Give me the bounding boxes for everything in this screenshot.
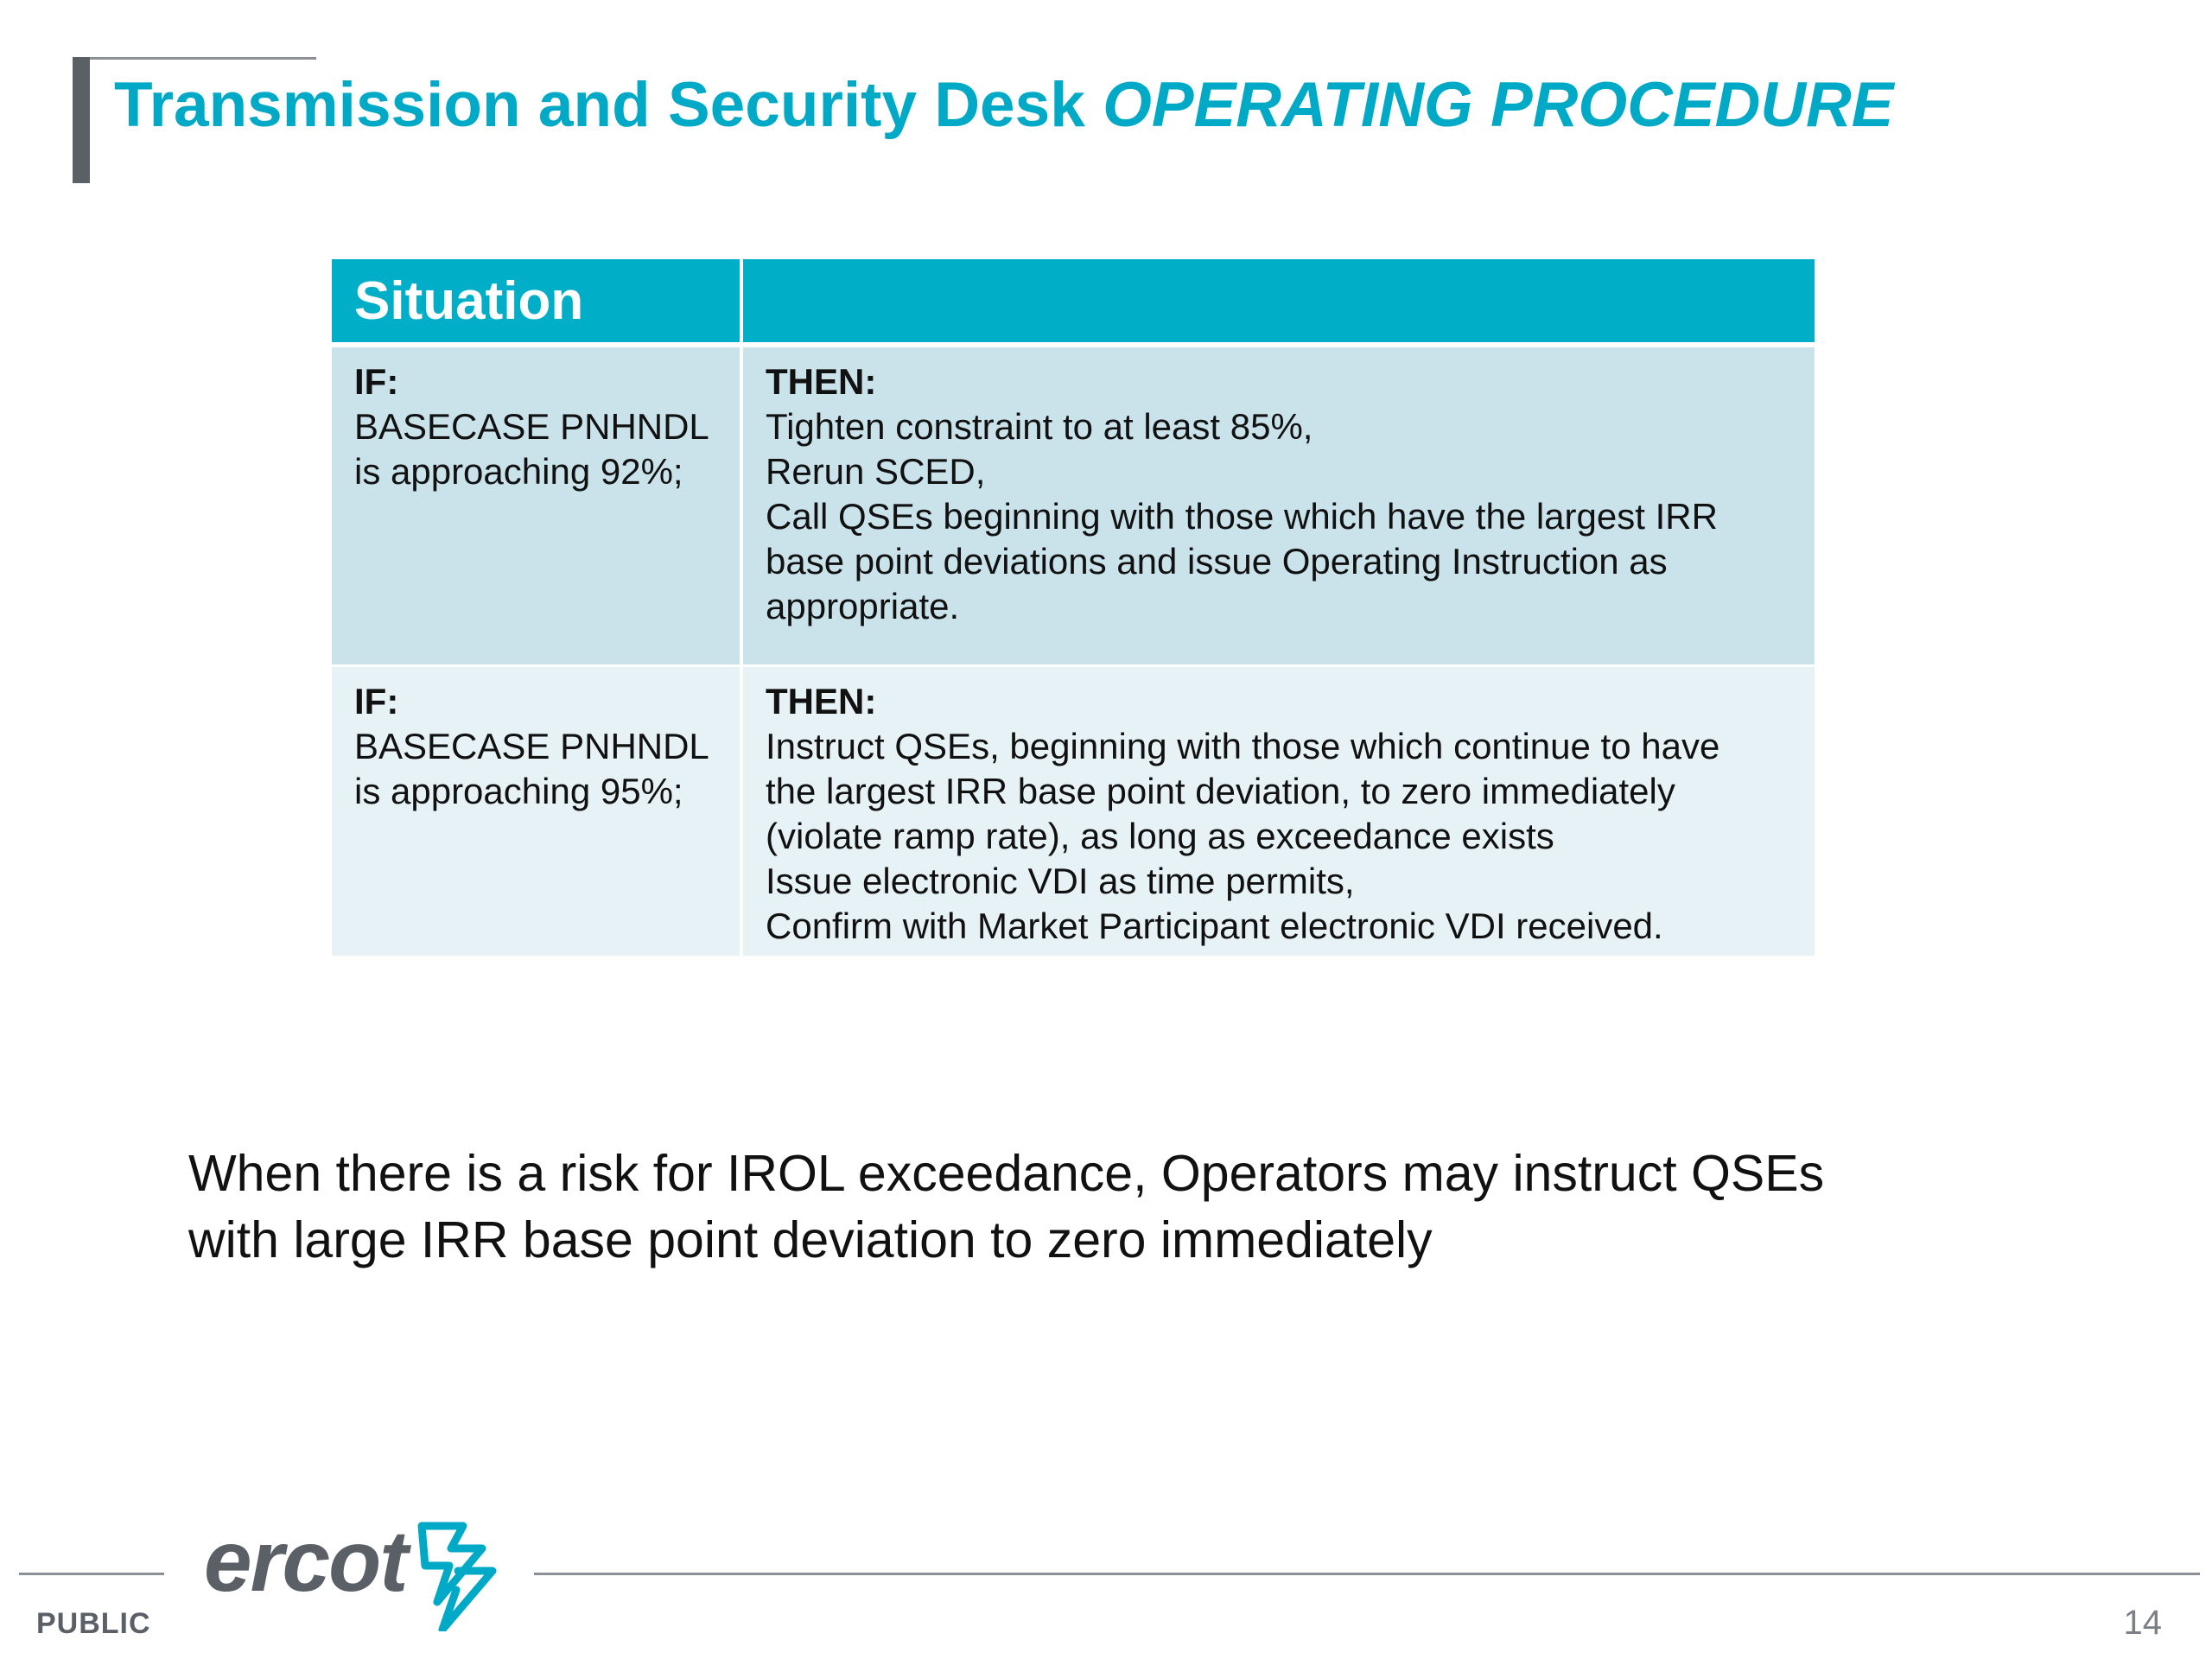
action-line: Instruct QSEs, beginning with those which continue to have <box>766 726 1720 766</box>
page-title <box>114 71 1893 140</box>
action-line: Rerun SCED, <box>766 451 986 492</box>
action-line: Tighten constraint to at least 85%, <box>766 406 1313 447</box>
footer-divider-left <box>19 1573 164 1575</box>
footer-divider-right <box>534 1573 2200 1575</box>
action-line: (violate ramp rate), as long as exceedance exists <box>766 816 1554 856</box>
action-label: THEN: <box>766 361 877 402</box>
action-line: Call QSEs beginning with those which have the largest IRR <box>766 496 1718 537</box>
condition-line: is approaching 92%; <box>354 451 683 492</box>
action-line: Confirm with Market Participant electronic VDI received. <box>766 906 1663 946</box>
condition-line: is approaching 95%; <box>354 771 683 811</box>
ercot-logo <box>204 1514 498 1635</box>
logo-wordmark: ercot <box>204 1513 407 1610</box>
procedure-table <box>332 259 1815 956</box>
table-header-row <box>332 259 1815 347</box>
action-line: Issue electronic VDI as time permits, <box>766 861 1355 901</box>
title-regular: Transmission and Security Desk <box>114 70 1085 140</box>
condition-line: BASECASE PNHNDL <box>354 406 709 447</box>
condition-label: IF: <box>354 681 399 721</box>
title-accent-bar <box>73 57 90 183</box>
action-line: appropriate. <box>766 586 960 626</box>
action-label: THEN: <box>766 681 877 721</box>
condition-cell <box>332 667 740 956</box>
action-cell <box>740 347 1815 667</box>
condition-label: IF: <box>354 361 399 402</box>
title-accent-line <box>73 57 316 60</box>
note-line: When there is a risk for IROL exceedance, Operators may instruct QSEs <box>188 1145 1825 1202</box>
note-line: with large IRR base point deviation to zero immediately <box>188 1211 1433 1268</box>
action-line: the largest IRR base point deviation, to zero immediately <box>766 771 1675 811</box>
summary-note <box>188 1141 2089 1274</box>
classification-label: PUBLIC <box>36 1607 151 1640</box>
table-row <box>332 347 1815 667</box>
title-italic: OPERATING PROCEDURE <box>1103 70 1894 140</box>
header-action <box>740 259 1815 347</box>
lightning-bolt-icon <box>403 1519 498 1631</box>
condition-line: BASECASE PNHNDL <box>354 726 709 766</box>
table-row <box>332 667 1815 956</box>
condition-cell <box>332 347 740 667</box>
action-cell <box>740 667 1815 956</box>
action-line: base point deviations and issue Operating Instruction as <box>766 541 1668 582</box>
header-situation: Situation <box>332 259 740 347</box>
page-number: 14 <box>2123 1604 2162 1642</box>
